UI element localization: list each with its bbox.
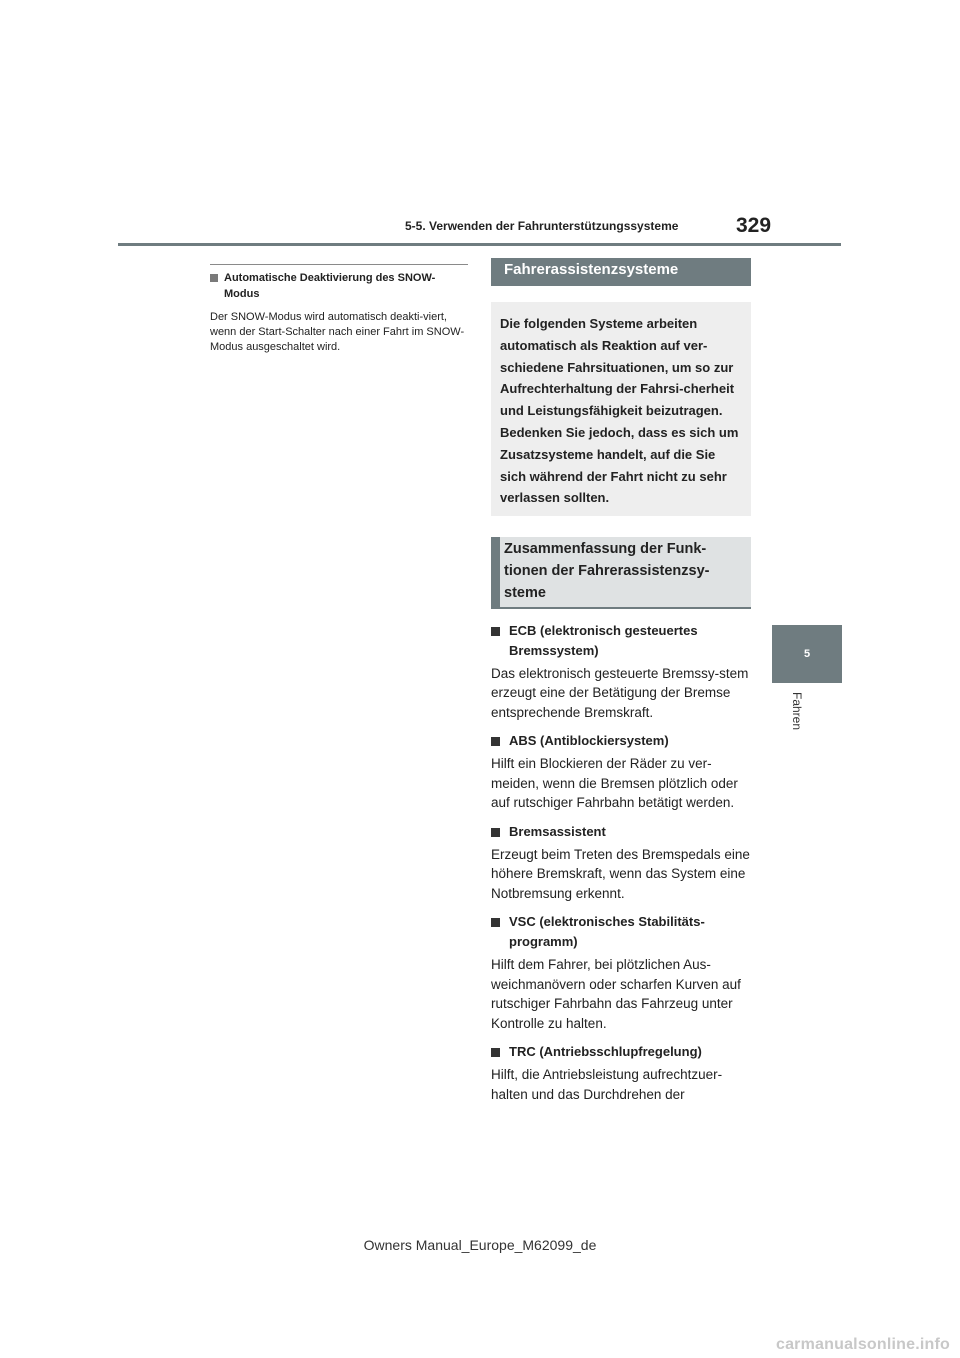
chapter-tab[interactable] <box>772 625 842 683</box>
intro-box: Die folgenden Systeme arbeiten automatisch als Reaktion auf ver-schiedene Fahrsituationen, um so zur Aufrechterhaltung der Fahrsi-cherheit und Leistungsfähigkeit beizutragen. Bedenken Sie jedoch, dass es sich um Zusatzsysteme handelt, auf die Sie sich während der Fahrt nicht zu sehr verlassen sollten. <box>491 302 751 516</box>
left-paragraph: Der SNOW-Modus wird automatisch deakti-viert, wenn der Start-Schalter nach einer Fahrt im SNOW-Modus ausgeschaltet wird. <box>210 311 465 353</box>
square-bullet-icon <box>491 1048 500 1057</box>
list-item <box>491 912 751 1033</box>
item-heading <box>491 731 751 751</box>
item-body: Hilft ein Blockieren der Räder zu ver-meiden, wenn die Bremsen plötzlich oder auf rutschiger Fahrbahn betätigt werden. <box>491 756 738 811</box>
item-title: VSC (elektronisches Stabilitäts-programm) <box>509 914 705 950</box>
feature-list <box>491 621 751 1105</box>
summary-section-divider <box>491 607 751 609</box>
watermark: carmanualsonline.info <box>775 1336 950 1353</box>
item-heading <box>491 621 751 661</box>
list-item <box>491 822 751 904</box>
header-divider <box>118 243 841 246</box>
left-column <box>210 264 468 355</box>
item-heading <box>491 912 751 952</box>
page-number: 329 <box>736 214 772 237</box>
item-title: Bremsassistent <box>509 823 606 839</box>
section-banner: Fahrerassistenzsysteme <box>491 258 751 286</box>
square-bullet-icon <box>491 627 500 636</box>
item-body: Hilft dem Fahrer, bei plötzlichen Aus-weichmanövern oder scharfen Kurven auf rutschiger Fahrbahn das Fahrzeug unter Kontrolle zu halten. <box>491 957 741 1031</box>
list-item <box>491 621 751 723</box>
left-subheading <box>210 270 468 302</box>
square-bullet-icon <box>210 274 218 282</box>
item-title: TRC (Antriebsschlupfregelung) <box>509 1044 702 1060</box>
left-subheading-text: Automatische Deaktivierung des SNOW-Modus <box>224 272 436 300</box>
item-body: Hilft, die Antriebsleistung aufrechtzuer-halten und das Durchdrehen der <box>491 1067 723 1102</box>
header-section-title: 5-5. Verwenden der Fahrunterstützungssysteme <box>405 219 679 233</box>
square-bullet-icon <box>491 737 500 746</box>
footer-manual-id: Owners Manual_Europe_M62099_de <box>363 1237 597 1253</box>
list-item <box>491 731 751 813</box>
summary-section-title: Zusammenfassung der Funk-tionen der Fahrerassistenzsy-steme <box>491 537 751 607</box>
item-heading <box>491 1042 751 1062</box>
item-title: ABS (Antiblockiersystem) <box>509 733 669 749</box>
chapter-label: Fahren <box>790 692 804 731</box>
item-heading <box>491 822 751 842</box>
right-column <box>491 258 751 1113</box>
chapter-number: 5 <box>803 648 811 660</box>
list-item <box>491 1042 751 1104</box>
item-title: ECB (elektronisch gesteuertes Bremssystem) <box>509 622 698 658</box>
item-body: Erzeugt beim Treten des Bremspedals eine höhere Bremskraft, wenn das System eine Notbremsung erkennt. <box>491 846 750 901</box>
left-section-divider <box>210 264 468 265</box>
item-body: Das elektronisch gesteuerte Bremssy-stem erzeugt eine der Betätigung der Bremse entsprechende Bremskraft. <box>491 665 749 720</box>
square-bullet-icon <box>491 918 500 927</box>
square-bullet-icon <box>491 828 500 837</box>
